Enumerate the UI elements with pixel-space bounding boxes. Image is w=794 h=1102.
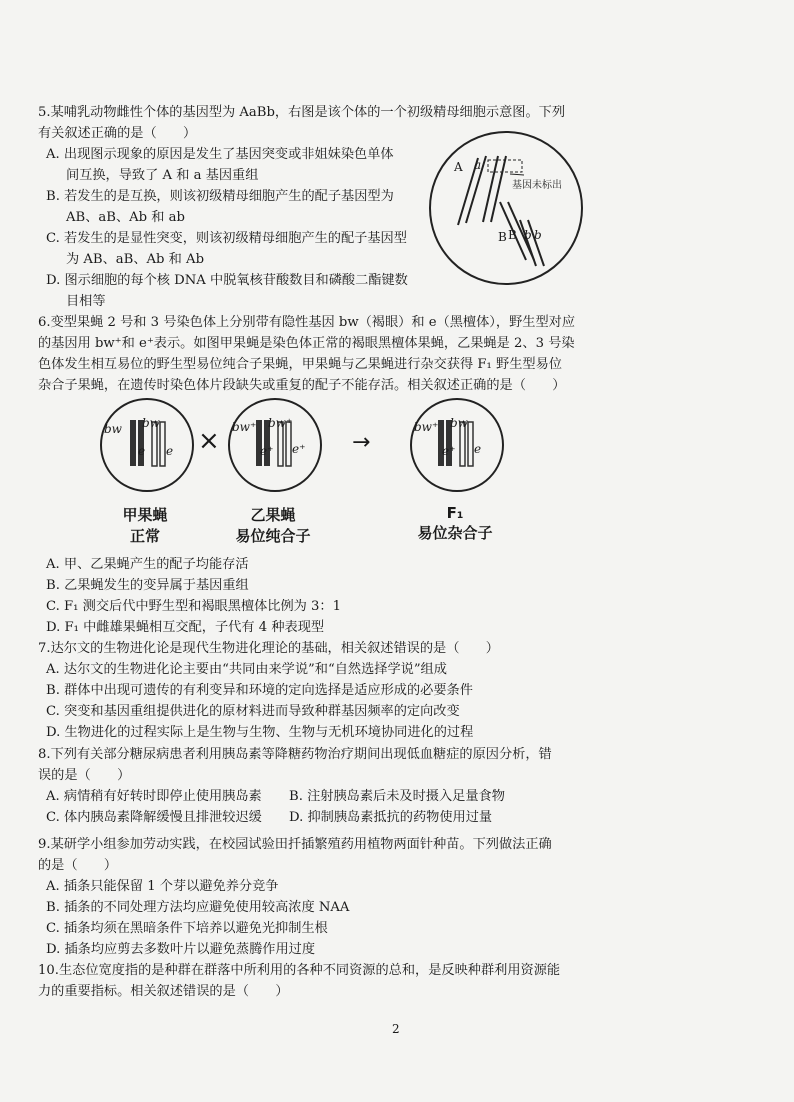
jia-bw-left: bw <box>104 422 122 436</box>
question-6-options <box>38 554 778 638</box>
f1-bw-left: bw⁺ <box>414 420 439 434</box>
f1-chromosomes <box>412 400 502 490</box>
label-A: A <box>454 160 463 174</box>
q5-option-a: A. 出现图示现象的原因是发生了基因突变或非姐妹染色单体 <box>46 147 394 162</box>
q8-option-c: C. 体内胰岛素降解缓慢且排泄较迟缓 <box>46 810 262 825</box>
q9-option-c: C. 插条均须在黑暗条件下培养以避免光抑制生根 <box>46 921 328 936</box>
caption-jia-name: 甲果蝇 <box>122 506 168 524</box>
q8-stem-line: 8.下列有关部分糖尿病患者利用胰岛素等降糖药物治疗期间出现低血糖症的原因分析，错 <box>38 747 552 762</box>
caption-yi-name: 乙果蝇 <box>250 506 296 524</box>
f1-bw-right: bw <box>450 416 468 430</box>
yi-bw-right: bw⁺ <box>268 416 293 430</box>
q8-options-row1 <box>38 786 778 807</box>
label-B1: B <box>498 230 507 244</box>
q7-option-d: D. 生物进化的过程实际上是生物与生物、生物与无机环境协同进化的过程 <box>46 725 474 740</box>
yi-chromosomes <box>230 400 320 490</box>
q6-stem-line: 色体发生相互易位的野生型易位纯合子果蝇，甲果蝇与乙果蝇进行杂交获得 F₁ 野生型易位 <box>38 357 562 372</box>
q9-option-b: B. 插条的不同处理方法均应避免使用较高浓度 NAA <box>46 900 350 915</box>
question-8 <box>38 744 778 828</box>
q8-option-a: A. 病情稍有好转时即停止使用胰岛素 <box>46 789 262 804</box>
question-10 <box>38 960 778 1002</box>
label-note: 基因未标出 <box>512 180 562 191</box>
f1-e-left: e⁺ <box>442 444 456 458</box>
jia-cell <box>100 398 194 492</box>
question-9 <box>38 834 778 960</box>
question-7 <box>38 638 778 743</box>
jia-chromosomes <box>102 400 192 490</box>
page-number: 2 <box>392 1022 400 1036</box>
yi-e-left: e⁺ <box>260 444 274 458</box>
f1-e-right: e <box>474 442 482 456</box>
label-B2: B <box>508 228 517 242</box>
q8-stem-line: 误的是（ ） <box>38 768 131 783</box>
jia-e-left: e <box>138 444 146 458</box>
yi-cell <box>228 398 322 492</box>
q7-stem: 7.达尔文的生物进化论是现代生物进化理论的基础，相关叙述错误的是（ ） <box>38 641 499 656</box>
q6-figure <box>100 398 520 578</box>
q10-stem-line: 10.生态位宽度指的是种群在群落中所利用的各种不同资源的总和，是反映种群利用资源能 <box>38 963 561 978</box>
caption-jia-type: 正常 <box>129 527 160 545</box>
q5-stem-line: 有关叙述正确的是（ ） <box>38 126 197 141</box>
q9-option-d: D. 插条均应剪去多数叶片以避免蒸腾作用过度 <box>46 942 316 957</box>
q6-stem-line: 的基因用 bw⁺和 e⁺表示。如图甲果蝇是染色体正常的褐眼黑檀体果蝇，乙果蝇是 2、3 号染 <box>38 336 575 351</box>
label-b1: b <box>524 228 532 242</box>
q5-stem-line: 5.某哺乳动物雌性个体的基因型为 AaBb，右图是该个体的一个初级精母细胞示意图。下列 <box>38 105 566 120</box>
q6-option-d: D. F₁ 中雌雄果蝇相互交配，子代有 4 种表现型 <box>46 620 325 635</box>
question-5 <box>38 102 768 312</box>
q6-option-a: A. 甲、乙果蝇产生的配子均能存活 <box>46 557 249 572</box>
q8-option-b: B. 注射胰岛素后未及时摄入足量食物 <box>289 789 505 804</box>
q5-option-d-cont: 目相等 <box>66 294 106 309</box>
yi-bw-left: bw⁺ <box>232 420 257 434</box>
yi-e-right: e⁺ <box>292 442 306 456</box>
q10-stem-line: 力的重要指标。相关叙述错误的是（ ） <box>38 984 289 999</box>
q8-options-row2 <box>38 807 778 828</box>
q5-option-b-cont: AB、aB、Ab 和 ab <box>66 210 185 225</box>
q9-option-a: A. 插条只能保留 1 个芽以避免养分竞争 <box>46 879 279 894</box>
q6-stem-line: 杂合子果蝇，在遗传时染色体片段缺失或重复的配子不能存活。相关叙述正确的是（ ） <box>38 378 566 393</box>
caption-jia <box>90 504 200 546</box>
q6-stem-line: 6.变型果蝇 2 号和 3 号染色体上分别带有隐性基因 bw（褐眼）和 e（黑檀体），野生型对应 <box>38 315 576 330</box>
q5-option-a-cont: 间互换，导致了 A 和 a 基因重组 <box>66 168 259 183</box>
caption-yi-type: 易位纯合子 <box>235 527 311 545</box>
question-6 <box>38 312 778 396</box>
caption-yi <box>213 504 333 546</box>
jia-bw-right: bw <box>142 416 160 430</box>
f1-cell <box>410 398 504 492</box>
cell-diagram <box>428 130 584 286</box>
q9-stem-line: 的是（ ） <box>38 858 118 873</box>
q7-option-c: C. 突变和基因重组提供进化的原材料进而导致种群基因频率的定向改变 <box>46 704 460 719</box>
q7-option-b: B. 群体中出现可遗传的有利变异和环境的定向选择是适应形成的必要条件 <box>46 683 473 698</box>
label-a: a <box>474 158 482 172</box>
caption-f1 <box>395 504 515 543</box>
caption-f1-type: 易位杂合子 <box>417 524 493 542</box>
jia-e-right: e <box>166 444 174 458</box>
q6-option-b: B. 乙果蝇发生的变异属于基因重组 <box>46 578 249 593</box>
q6-option-c: C. F₁ 测交后代中野生型和褐眼黑檀体比例为 3：1 <box>46 599 341 614</box>
q7-option-a: A. 达尔文的生物进化论主要由“共同由来学说”和“自然选择学说”组成 <box>46 662 447 677</box>
label-b2: b <box>534 228 542 242</box>
q5-option-c-cont: 为 AB、aB、Ab 和 Ab <box>66 252 205 267</box>
q5-cell-figure <box>428 130 584 286</box>
q9-stem-line: 9.某研学小组参加劳动实践，在校园试验田扦插繁殖药用植物两面针种苗。下列做法正确 <box>38 837 552 852</box>
arrow-icon: → <box>352 430 371 455</box>
cross-symbol: × <box>198 426 220 456</box>
q5-option-c: C. 若发生的是显性突变，则该初级精母细胞产生的配子基因型 <box>46 231 407 246</box>
caption-f1-name: F₁ <box>446 504 464 522</box>
q5-option-b: B. 若发生的是互换，则该初级精母细胞产生的配子基因型为 <box>46 189 394 204</box>
q8-option-d: D. 抑制胰岛素抵抗的药物使用过量 <box>289 810 493 825</box>
q5-option-d: D. 图示细胞的每个核 DNA 中脱氧核苷酸数目和磷酸二酯键数 <box>46 273 408 288</box>
